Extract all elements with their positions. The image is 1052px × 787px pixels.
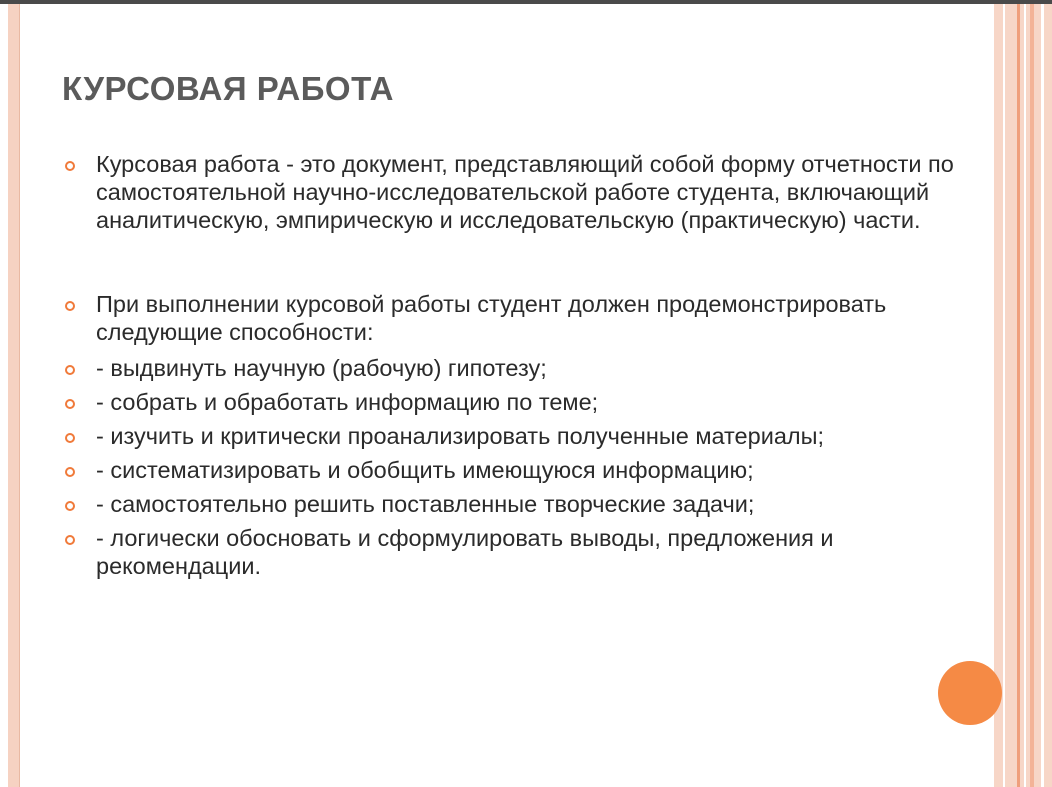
right-decor-line (1030, 4, 1034, 787)
left-decor-stripe (8, 4, 19, 787)
list-item-text: - собрать и обработать информацию по теме; (96, 389, 599, 415)
list-item-text: - логически обосновать и сформулировать выводы, предложения и рекомендации. (96, 525, 834, 579)
bullet-ring-icon (65, 467, 75, 477)
list-item-text: - выдвинуть научную (рабочую) гипотезу; (96, 355, 547, 381)
bullet-ring-icon (65, 399, 75, 409)
list-item-text: Курсовая работа - это документ, представляющий собой форму отчетности по самостоятельной научно-исследовательской работе студента, включающий аналитическую, эмпирическую и исследовательскую (практическую) части. (96, 151, 954, 233)
right-decor-line (1003, 4, 1005, 787)
list-item-text: - изучить и критически проанализировать полученные материалы; (96, 423, 825, 449)
bullet-ring-icon (65, 501, 75, 511)
left-decor-line (19, 4, 20, 787)
bullet-ring-icon (65, 433, 75, 443)
slide-title: КУРСОВАЯ РАБОТА (62, 70, 395, 107)
right-decor-line (1017, 4, 1020, 787)
bullet-ring-icon (65, 161, 75, 171)
list-item-text: - систематизировать и обобщить имеющуюся информацию; (96, 457, 754, 483)
right-decor-line (1041, 4, 1044, 787)
list-item-text: При выполнении курсовой работы студент должен продемонстрировать следующие способности: (96, 291, 887, 345)
list-item (62, 422, 992, 450)
list-item (62, 456, 992, 484)
list-item (62, 490, 992, 518)
bullet-ring-icon (65, 535, 75, 545)
list-item (62, 524, 992, 580)
bullet-ring-icon (65, 301, 75, 311)
list-item (62, 354, 992, 382)
bullet-list (62, 150, 992, 580)
decor-circle (938, 661, 1002, 725)
list-item-text: - самостоятельно решить поставленные творческие задачи; (96, 491, 755, 517)
list-item (62, 150, 992, 234)
bullet-ring-icon (65, 365, 75, 375)
right-decor-line (1024, 4, 1026, 787)
list-item (62, 388, 992, 416)
list-item (62, 290, 992, 346)
